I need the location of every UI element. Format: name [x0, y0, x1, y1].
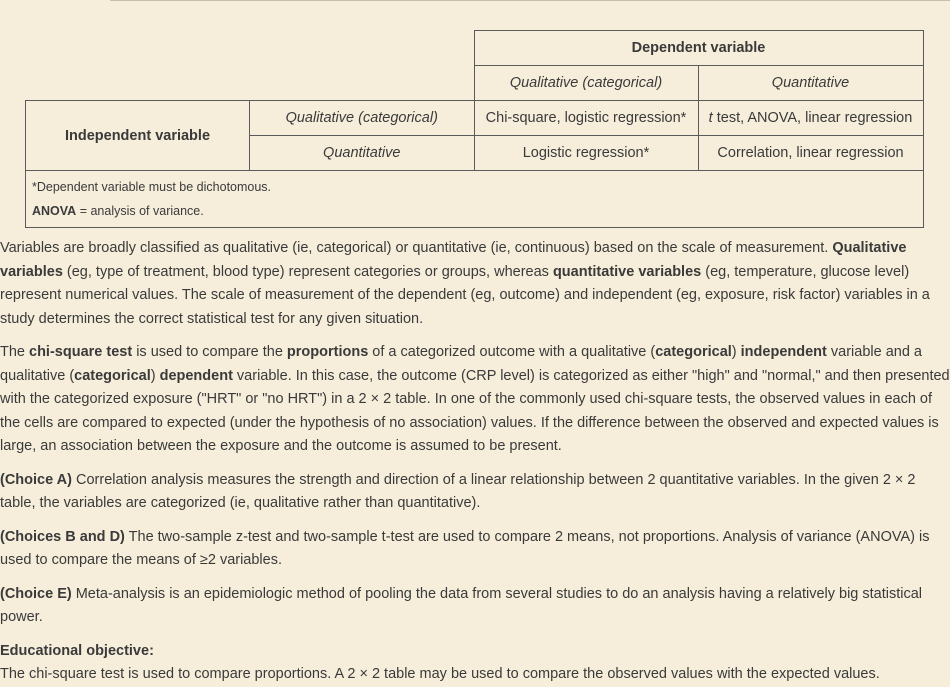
educational-objective-heading: Educational objective: — [0, 642, 154, 659]
cell-quant-qual: Logistic regression* — [474, 136, 698, 171]
t-italic: t — [708, 110, 713, 126]
choice-a-label: (Choice A) — [0, 471, 72, 488]
choice-e-label: (Choice E) — [0, 585, 72, 602]
table-footnotes — [26, 171, 924, 228]
cell-qual-quant-rest: test, ANOVA, linear regression — [712, 110, 913, 126]
footnote-anova-abbr: ANOVA — [32, 204, 77, 218]
cell-quant-quant: Correlation, linear regression — [698, 136, 923, 171]
dependent-variable-header: Dependent variable — [474, 31, 923, 66]
paragraph-choices-b-d: (Choices B and D) The two-sample z-test and two-sample t-test are used to compare 2 means, not proportions. Analysis of variance (ANOVA) is used to compare the means of ≥2 variables. — [0, 528, 930, 568]
paragraph-chi-square: The chi-square test is used to compare the proportions of a categorized outcome with a qualitative (categorical) independent variable and a qualitative (categorical) dependent variable. In this case, the outcome (CRP level) is categorized as either "high" and "normal," and then presented with the categorized exposure ("HRT" or "no HRT") in a 2 × 2 table. In one of the commonly used chi-square tests, the observed values in each of the cells are compared to expected (under the hypothesis of no association) values. If the difference between the observed and expected values is large, an association between the exposure and the outcome is assumed to be present. — [0, 344, 950, 454]
dep-col-qualitative: Qualitative (categorical) — [474, 66, 698, 101]
top-divider — [110, 0, 950, 1]
paragraph-choice-a: (Choice A) Correlation analysis measures the strength and direction of a linear relationship between 2 quantitative variables. In the given 2 × 2 table, the variables are categorized (ie, qualitative rather than quantitative). — [0, 471, 916, 511]
dep-col-quantitative: Quantitative — [698, 66, 923, 101]
footnote-anova — [26, 199, 923, 223]
choices-b-d-label: (Choices B and D) — [0, 528, 125, 545]
independent-variable-header: Independent variable — [26, 101, 250, 171]
ind-row-quantitative: Quantitative — [250, 136, 475, 171]
explanation-body — [0, 237, 950, 687]
educational-objective-text: The chi-square test is used to compare proportions. A 2 × 2 table may be used to compare the observed values with the expected values. — [0, 666, 880, 682]
ind-row-qualitative: Qualitative (categorical) — [250, 101, 475, 136]
footnote-dichotomous: *Dependent variable must be dichotomous. — [32, 180, 272, 194]
paragraph-variable-classification: Variables are broadly classified as qualitative (ie, categorical) or quantitative (ie, continuous) based on the scale of measurement. Qualitative variables (eg, type of treatment, blood type) represent categories or groups, whereas quantitative variables (eg, temperature, glucose level) represent numerical values. The scale of measurement of the dependent (eg, outcome) and independent (eg, exposure, risk factor) variables in a study determines the correct statistical test for any given situation. — [0, 240, 930, 327]
paragraph-choice-e: (Choice E) Meta-analysis is an epidemiologic method of pooling the data from several studies to do an analysis having a relatively big statistical power. — [0, 585, 923, 625]
cell-qual-qual: Chi-square, logistic regression* — [474, 101, 698, 136]
footnote-anova-def: = analysis of variance. — [76, 204, 204, 218]
cell-qual-quant — [698, 101, 923, 136]
statistical-test-table — [25, 30, 924, 228]
